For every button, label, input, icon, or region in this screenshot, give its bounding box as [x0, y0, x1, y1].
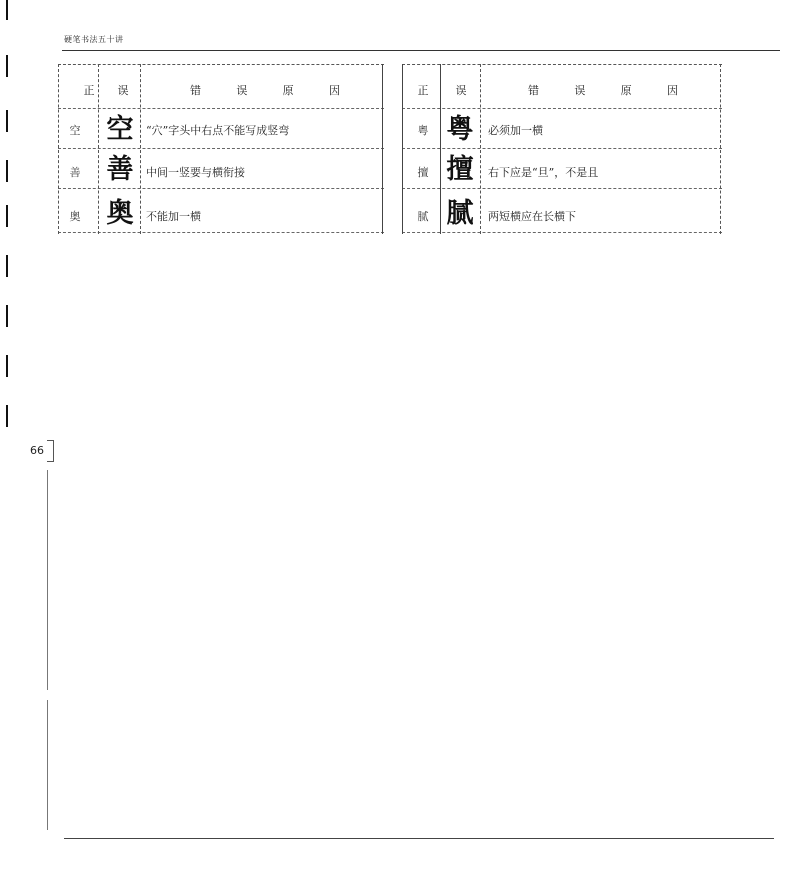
- table-column-divider: [402, 64, 403, 234]
- table-divider: [58, 188, 384, 189]
- table-divider: [402, 232, 722, 233]
- header-correct: 正: [417, 84, 429, 97]
- page-edge-mark: [6, 405, 8, 427]
- header-rule: [62, 50, 780, 51]
- correct-char: 腻: [417, 210, 429, 223]
- wrong-char: 腻: [446, 198, 474, 229]
- correct-char: 粤: [417, 124, 429, 137]
- error-reason: 必须加一横: [488, 124, 543, 137]
- table-border: [58, 64, 384, 65]
- error-reason: 右下应是“旦”，不是且: [488, 166, 599, 179]
- table-divider: [58, 108, 384, 109]
- table-divider: [402, 188, 722, 189]
- header-reason-char: 错: [528, 84, 539, 97]
- table-column-divider: [480, 64, 481, 234]
- correct-char: 擅: [417, 166, 429, 179]
- header-reason: [190, 82, 340, 98]
- table-column-divider: [140, 64, 141, 234]
- page-number: 66: [30, 444, 44, 457]
- header-reason-char: 误: [236, 84, 248, 97]
- correct-char: 善: [69, 166, 81, 179]
- correction-table-left: [58, 64, 384, 234]
- correct-char: 空: [69, 124, 81, 137]
- error-reason: “穴”字头中右点不能写成竖弯: [146, 124, 290, 137]
- page-edge-mark: [6, 55, 8, 77]
- table-column-divider: [720, 64, 721, 234]
- header-reason-char: 原: [620, 84, 632, 97]
- header-reason-char: 原: [282, 84, 294, 97]
- table-border: [402, 64, 722, 65]
- header-wrong: 误: [117, 84, 129, 97]
- table-column-divider: [98, 64, 99, 234]
- page-edge-mark: [6, 0, 8, 20]
- error-reason: 中间一竖要与横衔接: [146, 166, 245, 179]
- correct-char: 奥: [69, 210, 81, 223]
- wrong-char: 擅: [446, 154, 474, 185]
- page-edge-mark: [6, 160, 8, 182]
- header-reason-char: 因: [666, 84, 678, 97]
- table-divider: [402, 108, 722, 109]
- wrong-char: 奥: [106, 198, 134, 229]
- error-reason: 不能加一横: [146, 210, 201, 223]
- table-column-divider: [382, 64, 383, 234]
- error-reason: 两短横应在长横下: [488, 210, 576, 223]
- wrong-char: 善: [106, 154, 134, 185]
- page-edge-mark: [6, 305, 8, 327]
- page-number-bracket: [47, 440, 54, 462]
- header-reason-char: 错: [190, 84, 201, 97]
- table-divider: [402, 148, 722, 149]
- page-edge-mark: [6, 205, 8, 227]
- table-column-divider: [440, 64, 441, 234]
- wrong-char: 粤: [446, 114, 474, 145]
- header-correct: 正: [83, 84, 95, 97]
- gutter-line: [47, 470, 48, 690]
- header-reason-char: 误: [574, 84, 586, 97]
- page-edge-mark: [6, 355, 8, 377]
- header-reason: [528, 82, 678, 98]
- table-column-divider: [58, 64, 59, 234]
- table-divider: [58, 232, 384, 233]
- header-reason-char: 因: [328, 84, 340, 97]
- table-divider: [58, 148, 384, 149]
- gutter-line: [47, 700, 48, 830]
- header-wrong: 误: [455, 84, 467, 97]
- running-header: 硬笔书法五十讲: [64, 35, 124, 44]
- wrong-char: 空: [106, 114, 134, 145]
- page-edge-mark: [6, 110, 8, 132]
- page-edge-mark: [6, 255, 8, 277]
- correction-table-right: [402, 64, 722, 234]
- footer-rule: [64, 838, 774, 839]
